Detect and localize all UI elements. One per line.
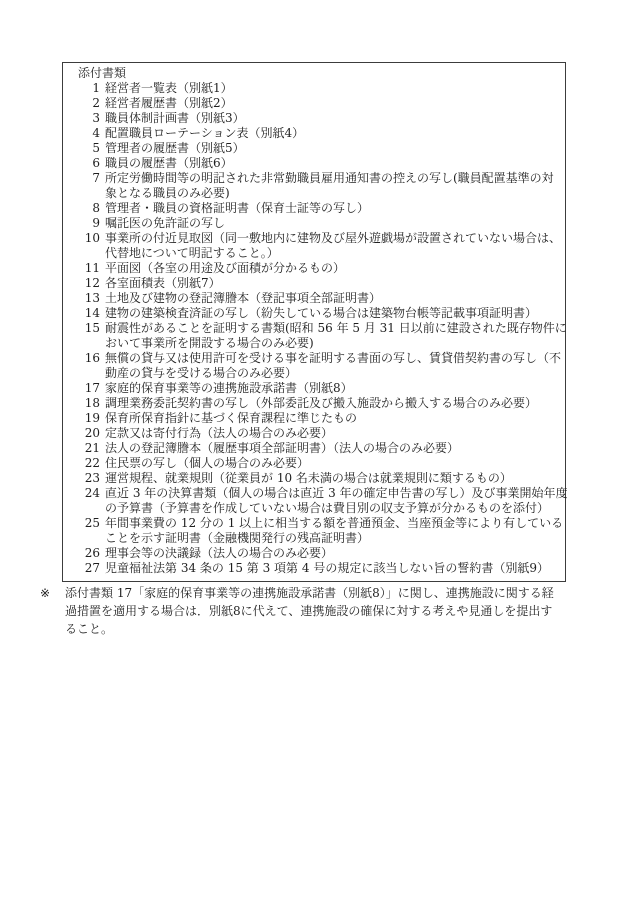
item-number: 9: [92, 216, 100, 230]
item-line: 各室面積表（別紙7）: [105, 276, 221, 290]
item-line: 代替地について明記すること。）: [105, 246, 279, 260]
item-number: 5: [92, 141, 100, 155]
item-text: [105, 261, 565, 276]
item-number: 2: [92, 96, 100, 110]
item-number: 26: [84, 546, 100, 560]
item-text: [105, 486, 568, 516]
list-item: [63, 231, 565, 261]
item-text: [105, 216, 565, 231]
item-number: 14: [84, 306, 100, 320]
item-number: 21: [84, 441, 100, 455]
item-line: 法人の登記簿謄本（履歴事項全部証明書）（法人の場合のみ必要）: [105, 441, 460, 455]
item-line: 理事会等の決議録（法人の場合のみ必要）: [105, 546, 334, 560]
item-line: 動産の貸与を受ける場合のみ必要）: [105, 366, 298, 380]
item-line: 経営者履歴書（別紙2）: [105, 96, 233, 110]
footnote-line: 添付書類 17「家庭的保育事業等の連携施設承諾書（別紙8）」に関し、連携施設に関する経: [65, 586, 554, 600]
item-number: 3: [92, 111, 100, 125]
item-number: 12: [84, 276, 100, 290]
item-text: [105, 516, 565, 546]
item-line: 象となる職員のみ必要): [105, 186, 230, 200]
item-number: 22: [84, 456, 100, 470]
list-item: [63, 381, 565, 396]
item-line: 児童福祉法第 34 条の 15 第 3 項第 4 号の規定に該当しない旨の誓約書（別紙9）: [105, 561, 549, 575]
item-text: [105, 156, 565, 171]
item-number: 8: [92, 201, 100, 215]
footnote-body: [65, 584, 600, 638]
list-item: [63, 216, 565, 231]
item-text: [105, 546, 565, 561]
item-line: 耐震性があることを証明する書類(昭和 56 年 5 月 31 日以前に建設された既存物件に: [105, 321, 567, 335]
list-item: [63, 441, 565, 456]
list-item: [63, 96, 565, 111]
item-line: 運営規程、就業規則（従業員が 10 名未満の場合は就業規則に類するもの）: [105, 471, 512, 485]
list-item: [63, 306, 565, 321]
list-item: [63, 396, 565, 411]
item-number: 24: [84, 486, 100, 500]
item-line: 平面図（各室の用途及び面積が分かるもの）: [105, 261, 346, 275]
item-text: [105, 171, 565, 201]
item-number: 10: [84, 231, 100, 245]
item-number: 18: [84, 396, 100, 410]
item-line: 年間事業費の 12 分の 1 以上に相当する額を普通預金、当座預金等により有している: [105, 516, 564, 530]
item-number: 13: [84, 291, 100, 305]
item-number: 20: [84, 426, 100, 440]
item-text: [105, 321, 567, 351]
item-number: 1: [92, 81, 100, 95]
item-line: 無償の貸与又は使用許可を受ける事を証明する書面の写し、賃貸借契約書の写し（不: [105, 351, 562, 365]
item-line: 嘱託医の免許証の写し: [105, 216, 226, 230]
list-item: [63, 321, 565, 351]
item-line: 建物の建築検査済証の写し（紛失している場合は建築物台帳等記載事項証明書）: [105, 306, 538, 320]
footnote-line: ること。: [65, 622, 114, 636]
item-line: 管理者の履歴書（別紙5）: [105, 141, 245, 155]
item-text: [105, 561, 565, 576]
item-line: 土地及び建物の登記簿謄本（登記事項全部証明書）: [105, 291, 382, 305]
document-list: [63, 81, 568, 576]
item-text: [105, 126, 565, 141]
item-line: 配置職員ローテーション表（別紙4）: [105, 126, 305, 140]
footnote-marker: ※: [40, 586, 51, 600]
item-text: [105, 456, 565, 471]
list-item: [63, 516, 565, 546]
item-line: 調理業務委託契約書の写し（外部委託及び搬入施設から搬入する場合のみ必要）: [105, 396, 538, 410]
list-item: [63, 291, 565, 306]
item-line: 直近 3 年の決算書類（個人の場合は直近 3 年の確定申告書の写し）及び事業開始年度: [105, 486, 568, 500]
list-item: [63, 486, 568, 516]
item-line: おいて事業所を開設する場合のみ必要): [105, 336, 314, 350]
item-text: [105, 291, 565, 306]
item-text: [105, 396, 565, 411]
list-item: [63, 141, 565, 156]
list-item: [63, 81, 565, 96]
box-title: 添付書類: [78, 66, 127, 80]
item-line: 管理者・職員の資格証明書（保育士証等の写し）: [105, 201, 370, 215]
list-item: [63, 156, 565, 171]
attachment-documents-box: [62, 62, 566, 582]
list-item: [63, 456, 565, 471]
list-item: [63, 276, 565, 291]
list-item: [63, 351, 565, 381]
item-number: 19: [84, 411, 100, 425]
list-item: [63, 261, 565, 276]
item-number: 4: [92, 126, 100, 140]
item-line: 経営者一覧表（別紙1）: [105, 81, 233, 95]
item-text: [105, 306, 565, 321]
list-item: [63, 471, 565, 486]
item-line: 事業所の付近見取図（同一敷地内に建物及び屋外遊戯場が設置されていない場合は、: [105, 231, 562, 245]
list-item: [63, 111, 565, 126]
item-number: 7: [92, 171, 100, 185]
footnote: [40, 584, 600, 638]
item-text: [105, 381, 565, 396]
item-text: [105, 96, 565, 111]
item-text: [105, 471, 565, 486]
item-line: 職員の履歴書（別紙6）: [105, 156, 233, 170]
item-line: 住民票の写し（個人の場合のみ必要）: [105, 456, 310, 470]
footnote-line: 過措置を適用する場合は．別紙8に代えて、連携施設の確保に対する考えや見通しを提出す: [65, 604, 553, 618]
item-text: [105, 351, 565, 381]
item-line: 職員体制計画書（別紙3）: [105, 111, 245, 125]
list-item: [63, 201, 565, 216]
item-line: 保育所保育指針に基づく保育課程に準じたもの: [105, 411, 358, 425]
item-line: 定款又は寄付行為（法人の場合のみ必要）: [105, 426, 334, 440]
item-text: [105, 201, 565, 216]
item-text: [105, 441, 565, 456]
list-item: [63, 561, 565, 576]
item-number: 6: [92, 156, 100, 170]
item-text: [105, 276, 565, 291]
item-text: [105, 81, 565, 96]
list-item: [63, 411, 565, 426]
list-item: [63, 426, 565, 441]
item-text: [105, 426, 565, 441]
item-number: 25: [84, 516, 100, 530]
list-item: [63, 126, 565, 141]
item-number: 16: [84, 351, 100, 365]
item-line: ことを示す証明書（金融機関発行の残高証明書）: [105, 531, 370, 545]
item-text: [105, 111, 565, 126]
item-number: 17: [84, 381, 100, 395]
item-line: 所定労働時間等の明記された非常勤職員雇用通知書の控えの写し(職員配置基準の対: [105, 171, 554, 185]
item-line: の予算書（予算書を作成していない場合は費目別の収支予算が分かるものを添付）: [105, 501, 550, 515]
item-number: 11: [84, 261, 100, 275]
item-number: 15: [84, 321, 100, 335]
item-number: 27: [84, 561, 100, 575]
item-text: [105, 141, 565, 156]
list-item: [63, 546, 565, 561]
item-number: 23: [84, 471, 100, 485]
item-text: [105, 231, 565, 261]
item-text: [105, 411, 565, 426]
list-item: [63, 171, 565, 201]
item-line: 家庭的保育事業等の連携施設承諾書（別紙8）: [105, 381, 353, 395]
